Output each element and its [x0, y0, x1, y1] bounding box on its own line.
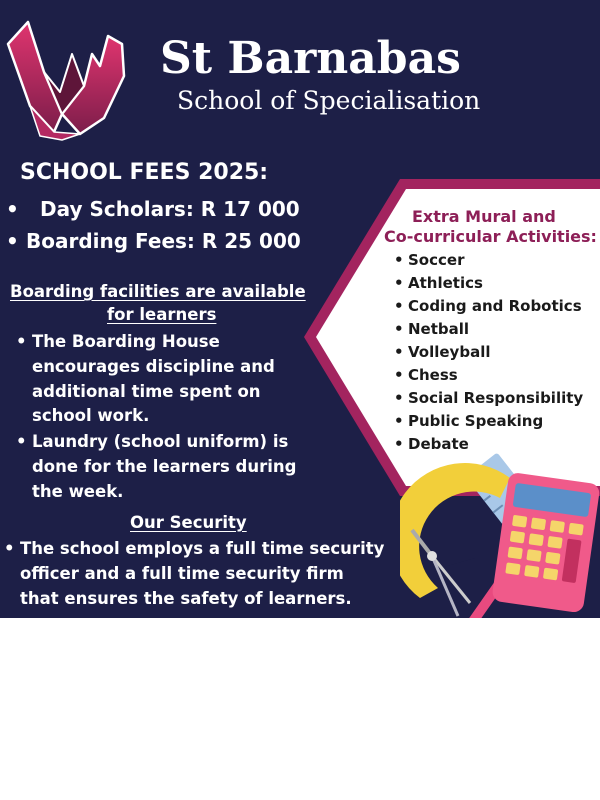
activity-bullet: •: [394, 274, 404, 292]
activity-bullet: •: [394, 366, 404, 384]
activity-bullet: •: [394, 435, 404, 453]
activity-bullet: •: [394, 343, 404, 361]
activity-bullet: •: [394, 251, 404, 269]
boarding-point-2-line: done for the learners during: [32, 457, 297, 476]
list-bullet: •: [16, 332, 27, 351]
boarding-point-1-line: The Boarding House: [32, 332, 220, 351]
activity-bullet: •: [394, 320, 404, 338]
boarding-point-2-line: Laundry (school uniform) is: [32, 432, 289, 451]
school-logo-icon: [0, 14, 140, 144]
list-bullet: •: [16, 432, 27, 451]
activity-item: Volleyball: [408, 343, 491, 361]
stationery-illustration-icon: [400, 438, 600, 618]
activities-title-line2: Co-curricular Activities:: [384, 227, 597, 246]
activity-bullet: •: [394, 389, 404, 407]
boarding-point-1-line: encourages discipline and: [32, 357, 275, 376]
fee-bullet: •: [6, 197, 19, 221]
security-line: The school employs a full time security: [20, 539, 385, 558]
activity-item: Social Responsibility: [408, 389, 584, 407]
boarding-point-1-line: additional time spent on: [32, 382, 261, 401]
activity-item: Athletics: [408, 274, 483, 292]
activity-item: Chess: [408, 366, 458, 384]
list-bullet: •: [4, 539, 15, 558]
school-subtitle: School of Specialisation: [177, 86, 481, 115]
activity-item: Netball: [408, 320, 470, 338]
boarding-heading-line1: Boarding facilities are available: [10, 282, 306, 301]
activity-item: Soccer: [408, 251, 465, 269]
boarding-heading-line2: for learners: [107, 305, 217, 324]
fee-day-scholars: Day Scholars: R 17 000: [40, 197, 300, 221]
activity-item: Coding and Robotics: [408, 297, 582, 315]
security-line: officer and a full time security firm: [20, 564, 344, 583]
activity-bullet: •: [394, 297, 404, 315]
boarding-point-1-line: school work.: [32, 406, 150, 425]
fee-boarding: Boarding Fees: R 25 000: [26, 229, 301, 253]
security-line: that ensures the safety of learners.: [20, 589, 352, 608]
boarding-point-2-line: the week.: [32, 482, 124, 501]
activity-item: Debate: [408, 435, 469, 453]
activity-bullet: •: [394, 412, 404, 430]
activities-title-line1: Extra Mural and: [412, 207, 556, 226]
fee-bullet: •: [6, 229, 19, 253]
security-heading: Our Security: [130, 513, 247, 532]
school-name: St Barnabas: [160, 33, 461, 84]
activity-item: Public Speaking: [408, 412, 544, 430]
fees-heading: SCHOOL FEES 2025:: [20, 160, 269, 185]
